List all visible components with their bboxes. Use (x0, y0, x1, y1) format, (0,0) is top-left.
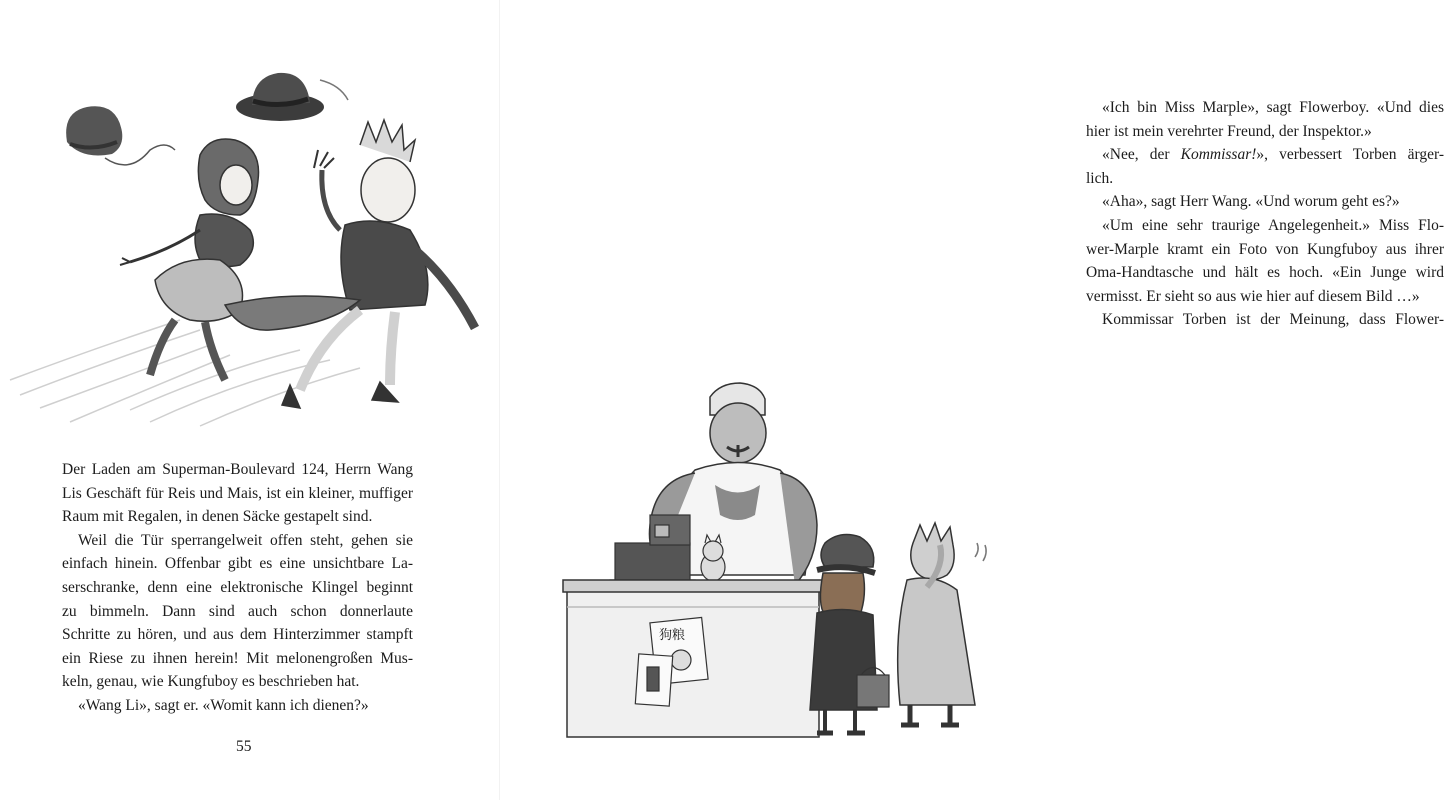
text-line: Lis Geschäft für Reis und Mais, ist ein kleiner, muffiger (62, 484, 413, 502)
girl-figure (120, 139, 259, 380)
flying-children-illustration (0, 50, 500, 430)
hat-icon (236, 73, 324, 121)
text-line: Oma-Handtasche und hält es hoch. «Ein Junge wird (1086, 264, 1444, 282)
text-line: wer-Marple kramt ein Foto von Kungfuboy aus ihrer (1086, 240, 1444, 258)
text-line: hier ist mein verehrter Freund, der Inspektor.» (1086, 122, 1372, 140)
phone-poster (635, 654, 672, 706)
sign-text: 狗粮 (659, 628, 686, 643)
shop-counter-illustration (555, 375, 1000, 745)
text-line: lich. (1086, 169, 1114, 187)
text-line: einfach hinein. Offenbar gibt es eine unsichtbare La- (62, 555, 413, 573)
page-number: 55 (236, 738, 252, 755)
text-line: Der Laden am Superman-Boulevard 124, Herrn Wang (62, 461, 413, 478)
boy-figure (225, 120, 475, 408)
right-page (500, 0, 1444, 800)
right-page-text (1086, 96, 1444, 332)
text-line: Raum mit Regalen, in denen Säcke gestapelt sind. (62, 508, 373, 526)
hat-icon (66, 106, 122, 155)
left-page (0, 0, 500, 800)
text-line: Kommissar Torben ist der Meinung, dass Flower- (1102, 311, 1444, 329)
text-line: vermisst. Er sieht so aus wie hier auf diesem Bild …» (1086, 287, 1420, 305)
text-line: «Nee, der Kommissar!», verbessert Torben ärger- (1102, 146, 1444, 164)
text-line: «Wang Li», sagt er. «Womit kann ich dienen?» (78, 696, 369, 714)
text-line: Weil die Tür sperrangelweit offen steht, gehen sie (78, 531, 413, 549)
text-line: Schritte zu hören, und aus dem Hinterzimmer stampft (62, 626, 413, 644)
text-line: «Aha», sagt Herr Wang. «Und worum geht es?» (1102, 193, 1400, 211)
boy-figure (898, 523, 986, 725)
text-line: zu bimmeln. Dann sind auch schon donnerlaute (62, 602, 413, 620)
cash-register-icon (610, 515, 695, 590)
left-page-text (62, 458, 413, 718)
text-line: «Um eine sehr traurige Angelegenheit.» Miss Flo- (1102, 216, 1444, 234)
text-line: «Ich bin Miss Marple», sagt Flowerboy. «Und dies (1102, 99, 1444, 116)
text-line: keln, genau, wie Kungfuboy es beschrieben hat. (62, 673, 360, 691)
text-line: serschranke, denn eine elektronische Klingel beginnt (62, 578, 413, 596)
text-line: ein Riese zu ihnen herein! Mit melonengroßen Mus- (62, 649, 413, 667)
